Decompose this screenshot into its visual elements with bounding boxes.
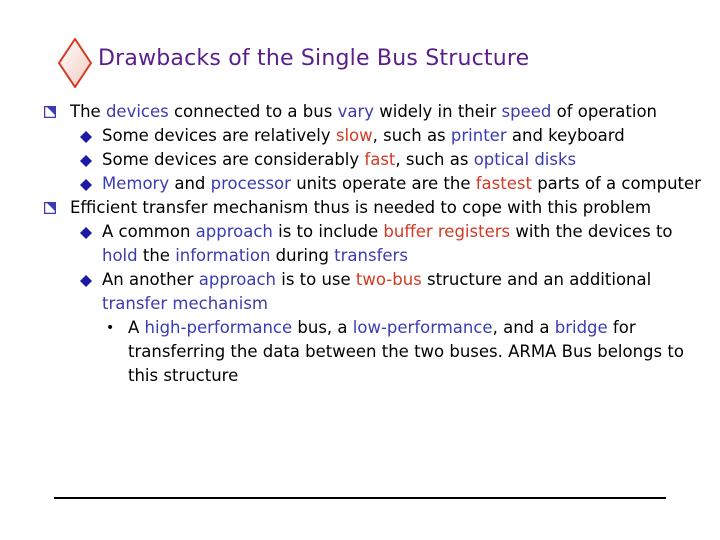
dot-bullet-icon: • [106, 320, 115, 336]
diamond-bullet-icon [80, 131, 92, 143]
sub-bullet-item: Some devices are relatively slow, such as printer and keyboard [44, 124, 704, 148]
sub-bullet-item: Memory and processor units operate are the fastest parts of a computer [44, 172, 704, 196]
diamond-bullet-icon [80, 227, 92, 239]
checkbox-bullet-icon [44, 106, 56, 118]
sub-bullet-item: A common approach is to include buffer registers with the devices to hold the information during transfers [44, 220, 704, 268]
sub-bullet-item: An another approach is to use two-bus structure and an additional transfer mechanism [44, 268, 704, 316]
diamond-bullet-icon [80, 179, 92, 191]
diamond-bullet-icon [80, 275, 92, 287]
slide-title-bar [0, 32, 720, 92]
slide-body [44, 100, 704, 388]
bullet-item: The devices connected to a bus vary widely in their speed of operation [44, 100, 704, 124]
sub-sub-bullet-item: • A high-performance bus, a low-performance, and a bridge for transferring the data between the two buses. ARMA Bus belongs to this structure [106, 318, 684, 385]
diamond-bullet-icon [80, 155, 92, 167]
checkbox-bullet-icon [44, 202, 56, 214]
diamond-icon [58, 38, 92, 88]
footer-divider [54, 497, 666, 499]
sub-bullet-item: Some devices are considerably fast, such as optical disks [44, 148, 704, 172]
slide-title: Drawbacks of the Single Bus Structure [98, 46, 530, 71]
bullet-item: Efficient transfer mechanism thus is needed to cope with this problem [44, 196, 704, 220]
